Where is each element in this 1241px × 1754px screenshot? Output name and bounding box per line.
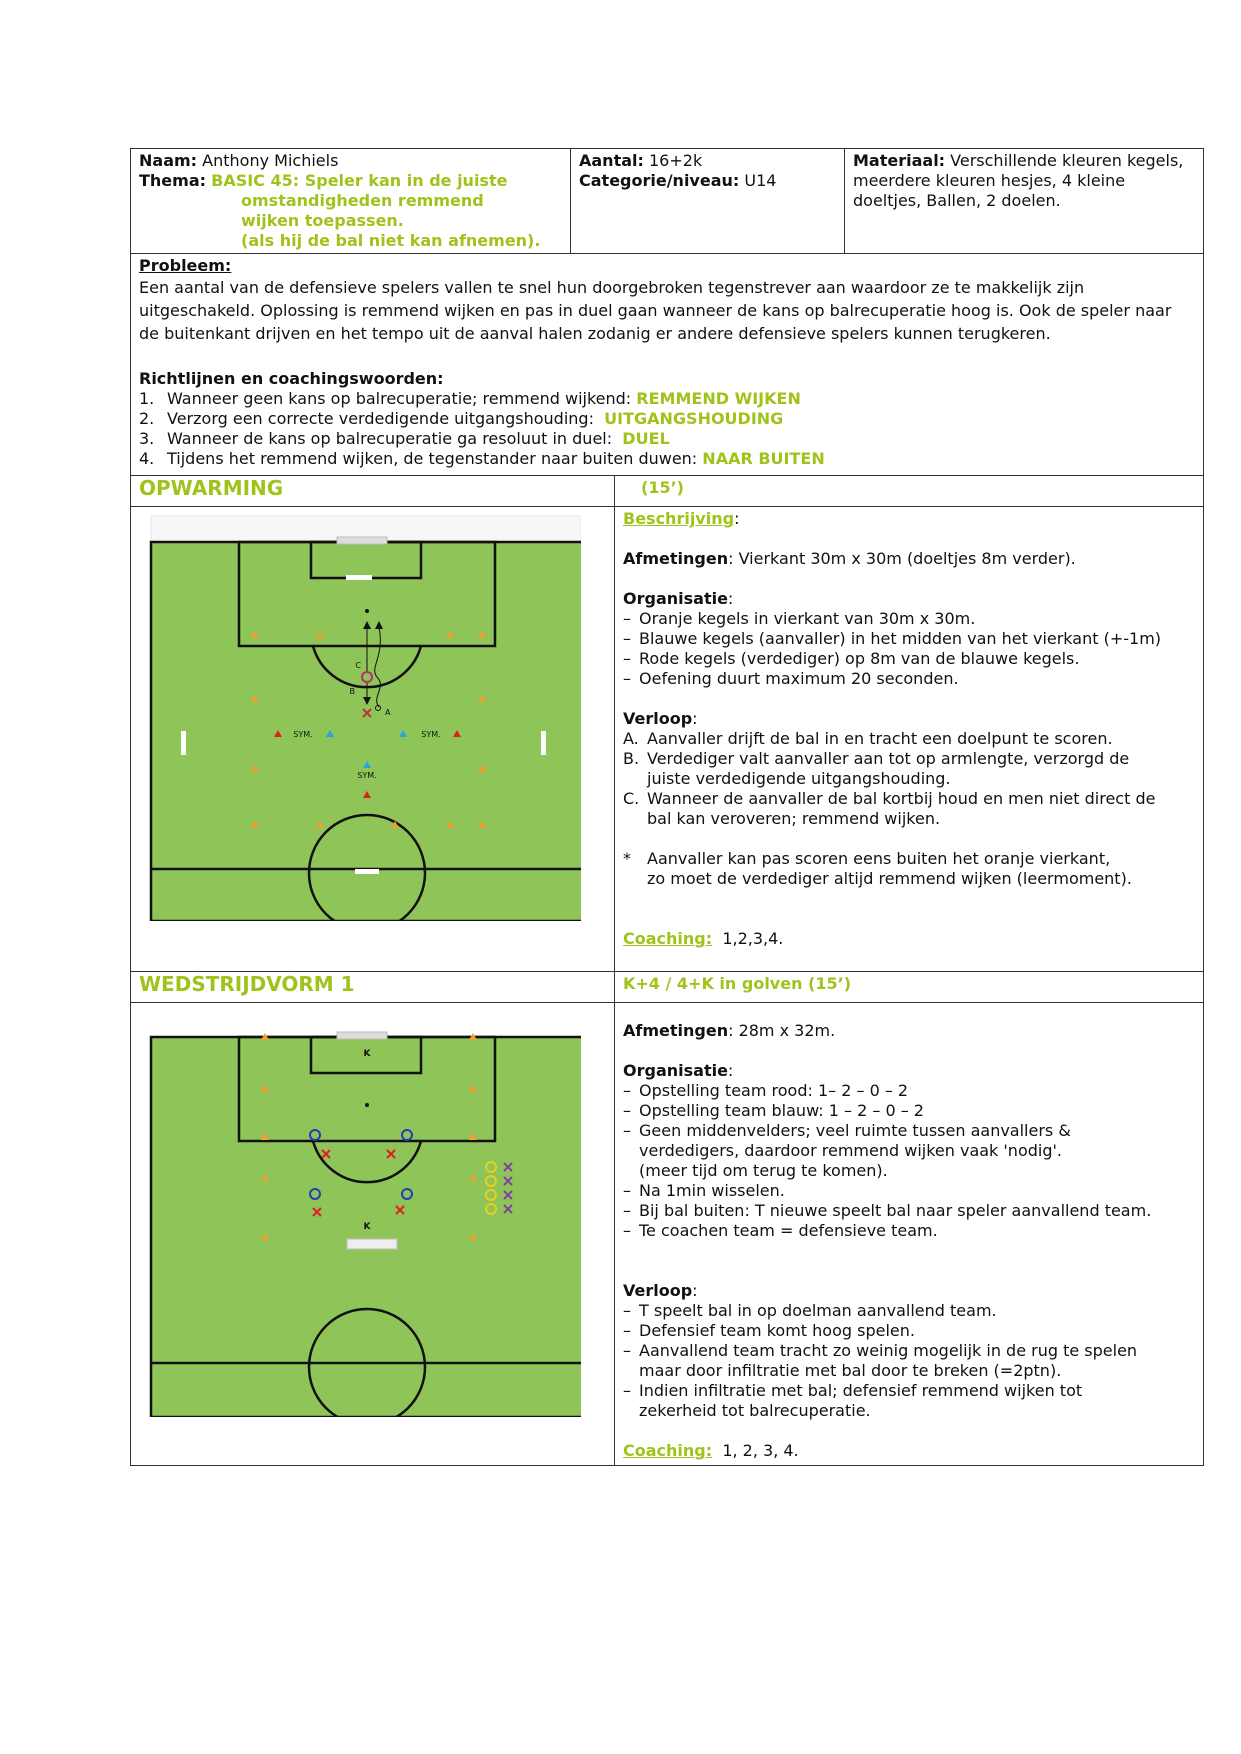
goal-bottom <box>347 1239 397 1249</box>
naam-thema-cell <box>131 149 571 254</box>
keeper-bottom-label: K <box>363 1222 371 1232</box>
center-mark <box>355 869 379 874</box>
verloop-item: A. Aanvaller drijft de bal in en tracht een doelpunt te scoren. <box>623 729 1113 748</box>
organisatie-item: – Bij bal buiten: T nieuwe speelt bal naar speler aanvallend team. <box>623 1201 1152 1220</box>
probleem-cell <box>131 254 1204 476</box>
label-sym-left: SYM. <box>293 730 313 739</box>
organisatie-item: – Opstelling team blauw: 1 – 2 – 0 – 2 <box>623 1101 924 1120</box>
organisatie-label: Organisatie <box>623 589 728 608</box>
wedstrijdvorm-title: WEDSTRIJDVORM 1 <box>131 972 615 1003</box>
goal <box>337 537 387 544</box>
verloop-label: Verloop <box>623 709 693 728</box>
verloop-note: * Aanvaller kan pas scoren eens buiten het oranje vierkant, zo moet de verdediger altijd remmend wijken (leermoment). <box>623 849 1132 888</box>
header-row <box>131 149 1204 254</box>
opwarming-text-cell: Beschrijving: Afmetingen: Vierkant 30m x 30m (doeltjes 8m verder). Organisatie: – Oranje kegels in vierkant van 30m x 30m. – Blauwe kegels (aanvaller) in het midden van het vierkant (+-1m) – Rode kegels (verdediger) op 8m van de blauwe kegels. – Oefening duurt maximum 20 seconden. Verloop: A. Aanvaller drijft de bal in en tracht een doelpunt te scoren. B. Verdediger valt aanvaller aan tot op armlengte, verzorgd de juiste verdedigende uitgangshouding. C. Wanneer de aanvaller de bal kortbij houd en men niet direct de bal kan veroveren; remmend wijken. * Aanvaller kan pas scoren eens buiten het oranje vierkant, zo moet de verdediger altijd remmend wijken (leermoment). Coaching: 1,2,3,4. <box>615 507 1204 972</box>
verloop-item: – Defensief team komt hoog spelen. <box>623 1321 915 1340</box>
thema-line-2: omstandigheden remmend <box>241 191 484 210</box>
opwarming-pitch-diagram <box>141 511 581 921</box>
label-a: A <box>385 708 391 717</box>
session-sheet <box>130 148 1203 1466</box>
afmetingen-label: Afmetingen <box>623 549 729 568</box>
richtlijn-item: 4. Tijdens het remmend wijken, de tegenstander naar buiten duwen: NAAR BUITEN <box>139 449 825 468</box>
probleem-text: Een aantal van de defensieve spelers vallen te snel hun doorgebroken tegenstrever aan waardoor ze te makkelijk zijn uitgeschakeld. Oplossing is remmend wijken en pas in duel gaan wanneer de kans op balrecuperatie hoog is. Ook de speler naar de buitenkant drijven en het tempo uit de aanval halen zodanig er andere defensieve spelers kunnen terugkeren. <box>139 278 1172 343</box>
pitch-grass <box>151 542 581 921</box>
aantal-cell <box>571 149 845 254</box>
penalty-spot <box>365 1103 369 1107</box>
richtlijnen-title: Richtlijnen en coachingswoorden: <box>139 369 444 388</box>
verloop-item: – T speelt bal in op doelman aanvallend team. <box>623 1301 997 1320</box>
probleem-row <box>131 254 1204 476</box>
organisatie-item: – Blauwe kegels (aanvaller) in het midden van het vierkant (+-1m) <box>623 629 1162 648</box>
keyword: UITGANGSHOUDING <box>604 409 784 428</box>
verloop-label: Verloop <box>623 1281 693 1300</box>
coaching-label: Coaching: <box>623 1441 713 1460</box>
wedstrijdvorm-row <box>131 1003 1204 1466</box>
wedstrijdvorm-pitch-diagram <box>141 1007 581 1417</box>
wedstrijdvorm-subtitle: K+4 / 4+K in golven (15’) <box>615 972 1204 1003</box>
afmetingen-value: : Vierkant 30m x 30m (doeltjes 8m verder). <box>728 549 1076 568</box>
organisatie-item: – Rode kegels (verdediger) op 8m van de blauwe kegels. <box>623 649 1080 668</box>
categorie-label: Categorie/niveau: <box>579 171 740 190</box>
verloop-item: C. Wanneer de aanvaller de bal kortbij houd en men niet direct de bal kan veroveren; remmend wijken. <box>623 789 1156 828</box>
wedstrijdvorm-diagram-cell <box>131 1003 615 1466</box>
opwarming-title: OPWARMING <box>131 476 615 507</box>
session-table <box>130 148 1204 1466</box>
thema-label: Thema: <box>139 171 207 190</box>
verloop-item: B. Verdediger valt aanvaller aan tot op armlengte, verzorgd de juiste verdedigende uitgangshouding. <box>623 749 1130 788</box>
categorie-value: U14 <box>744 171 777 190</box>
richtlijn-item: 2. Verzorg een correcte verdedigende uitgangshouding: UITGANGSHOUDING <box>139 409 784 428</box>
afmetingen-value: : 28m x 32m. <box>728 1021 836 1040</box>
organisatie-item: – Te coachen team = defensieve team. <box>623 1221 938 1240</box>
wedstrijdvorm-title-row <box>131 972 1204 1003</box>
coaching-value: 1, 2, 3, 4. <box>722 1441 799 1460</box>
label-c: C <box>355 661 361 670</box>
aantal-label: Aantal: <box>579 151 644 170</box>
mini-goal-left <box>181 731 186 755</box>
materiaal-value: Verschillende kleuren kegels, meerdere kleuren hesjes, 4 kleine doeltjes, Ballen, 2 doelen. <box>853 151 1184 210</box>
naam-value: Anthony Michiels <box>202 151 339 170</box>
materiaal-cell <box>845 149 1204 254</box>
probleem-title: Probleem: <box>139 256 232 275</box>
verloop-item: – Indien infiltratie met bal; defensief remmend wijken tot zekerheid tot balrecuperatie. <box>623 1381 1083 1420</box>
opwarming-row <box>131 507 1204 972</box>
materiaal-label: Materiaal: <box>853 151 946 170</box>
label-b: B <box>349 687 355 696</box>
verloop-item: – Aanvallend team tracht zo weinig mogelijk in de rug te spelen maar door infiltratie met bal door te breken (=2ptn). <box>623 1341 1138 1380</box>
organisatie-item: – Opstelling team rood: 1– 2 – 0 – 2 <box>623 1081 909 1100</box>
label-sym-center: SYM. <box>357 771 377 780</box>
keeper-top-label: K <box>363 1049 371 1059</box>
goal-top <box>337 1032 387 1039</box>
mini-goal-right <box>541 731 546 755</box>
organisatie-item: – Geen middenvelders; veel ruimte tussen aanvallers & verdedigers, daardoor remmend wijken vaak 'nodig'. (meer tijd om terug te komen). <box>623 1121 1071 1180</box>
opwarming-diagram-cell <box>131 507 615 972</box>
coaching-label: Coaching: <box>623 929 713 948</box>
aantal-value: 16+2k <box>649 151 703 170</box>
keyword: REMMEND WIJKEN <box>636 389 801 408</box>
wedstrijdvorm-text-cell: Afmetingen: 28m x 32m. Organisatie: – Opstelling team rood: 1– 2 – 0 – 2 – Opstelling team blauw: 1 – 2 – 0 – 2 – Geen middenvelders; veel ruimte tussen aanvallers & verdedigers, daardoor remmend wijken vaak 'nodig'. (meer tijd om terug te komen). – Na 1min wisselen. – Bij bal buiten: T nieuwe speelt bal naar speler aanvallend team. – Te coachen team = defensieve team. Verloop: – T speelt bal in op doelman aanvallend team. – Defensief team komt hoog spelen. – Aanvallend team tracht zo weinig mogelijk in de rug te spelen maar door infiltratie met bal door te breken (=2ptn). – Indien infiltratie met bal; defensief remmend wijken tot zekerheid tot balrecuperatie. Coaching: 1, 2, 3, 4. <box>615 1003 1204 1466</box>
organisatie-item: – Oranje kegels in vierkant van 30m x 30m. <box>623 609 976 628</box>
richtlijn-item: 1. Wanneer geen kans op balrecuperatie; remmend wijkend: REMMEND WIJKEN <box>139 389 801 408</box>
keyword: DUEL <box>622 429 670 448</box>
richtlijn-item: 3. Wanneer de kans op balrecuperatie ga resoluut in duel: DUEL <box>139 429 670 448</box>
beschrijving-label: Beschrijving <box>623 509 735 528</box>
organisatie-item: – Oefening duurt maximum 20 seconden. <box>623 669 959 688</box>
opwarming-duration: (15’) <box>615 476 1204 507</box>
naam-label: Naam: <box>139 151 198 170</box>
thema-line-3: wijken toepassen. <box>241 211 404 230</box>
organisatie-item: – Na 1min wisselen. <box>623 1181 785 1200</box>
afmetingen-label: Afmetingen <box>623 1021 729 1040</box>
organisatie-label: Organisatie <box>623 1061 728 1080</box>
goal-line-mark <box>346 575 372 580</box>
label-sym-right: SYM. <box>421 730 441 739</box>
thema-line-4: (als hij de bal niet kan afnemen). <box>241 231 541 250</box>
thema-line-1: BASIC 45: Speler kan in de juiste <box>211 171 508 190</box>
opwarming-title-row <box>131 476 1204 507</box>
keyword: NAAR BUITEN <box>702 449 825 468</box>
penalty-spot <box>365 609 369 613</box>
coaching-value: 1,2,3,4. <box>722 929 784 948</box>
